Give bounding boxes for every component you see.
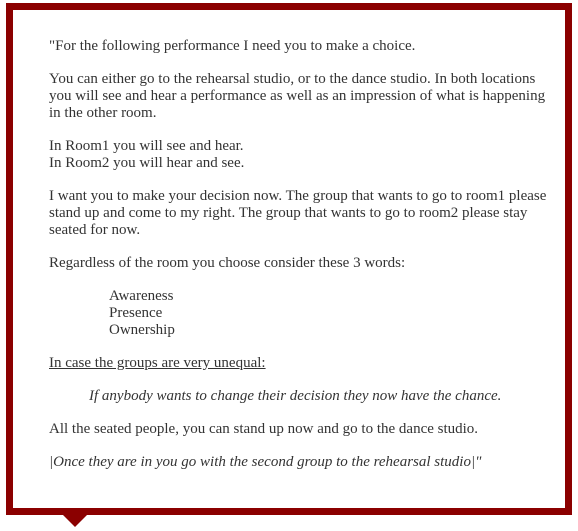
note-callout — [6, 3, 572, 515]
locations-paragraph: You can either go to the rehearsal studio, or to the dance studio. In both locations you will see and hear a performance as well as an impression of what is happening in the other room. — [49, 71, 546, 121]
unequal-heading: In case the groups are very unequal: — [49, 355, 266, 371]
second-group-paragraph: |Once they are in you go with the second group to the rehearsal studio|" — [49, 454, 482, 470]
room2-line: In Room2 you will hear and see. — [49, 155, 245, 171]
seated-paragraph: All the seated people, you can stand up now and go to the dance studio. — [49, 421, 479, 437]
note-content — [49, 38, 559, 487]
words-intro-paragraph: Regardless of the room you choose consider these 3 words: — [49, 255, 406, 271]
words-list — [109, 288, 559, 339]
intro-paragraph: "For the following performance I need you to make a choice. — [49, 38, 416, 54]
word-item: Awareness — [109, 288, 174, 304]
word-item: Ownership — [109, 322, 175, 338]
rooms-paragraph — [49, 138, 559, 172]
room1-line: In Room1 you will see and hear. — [49, 138, 244, 154]
word-item: Presence — [109, 305, 163, 321]
decision-paragraph: I want you to make your decision now. The group that wants to go to room1 please stand up and come to my right. The group that wants to go to room2 please stay seated for now. — [49, 188, 547, 238]
change-decision-paragraph: If anybody wants to change their decision they now have the chance. — [89, 388, 502, 404]
